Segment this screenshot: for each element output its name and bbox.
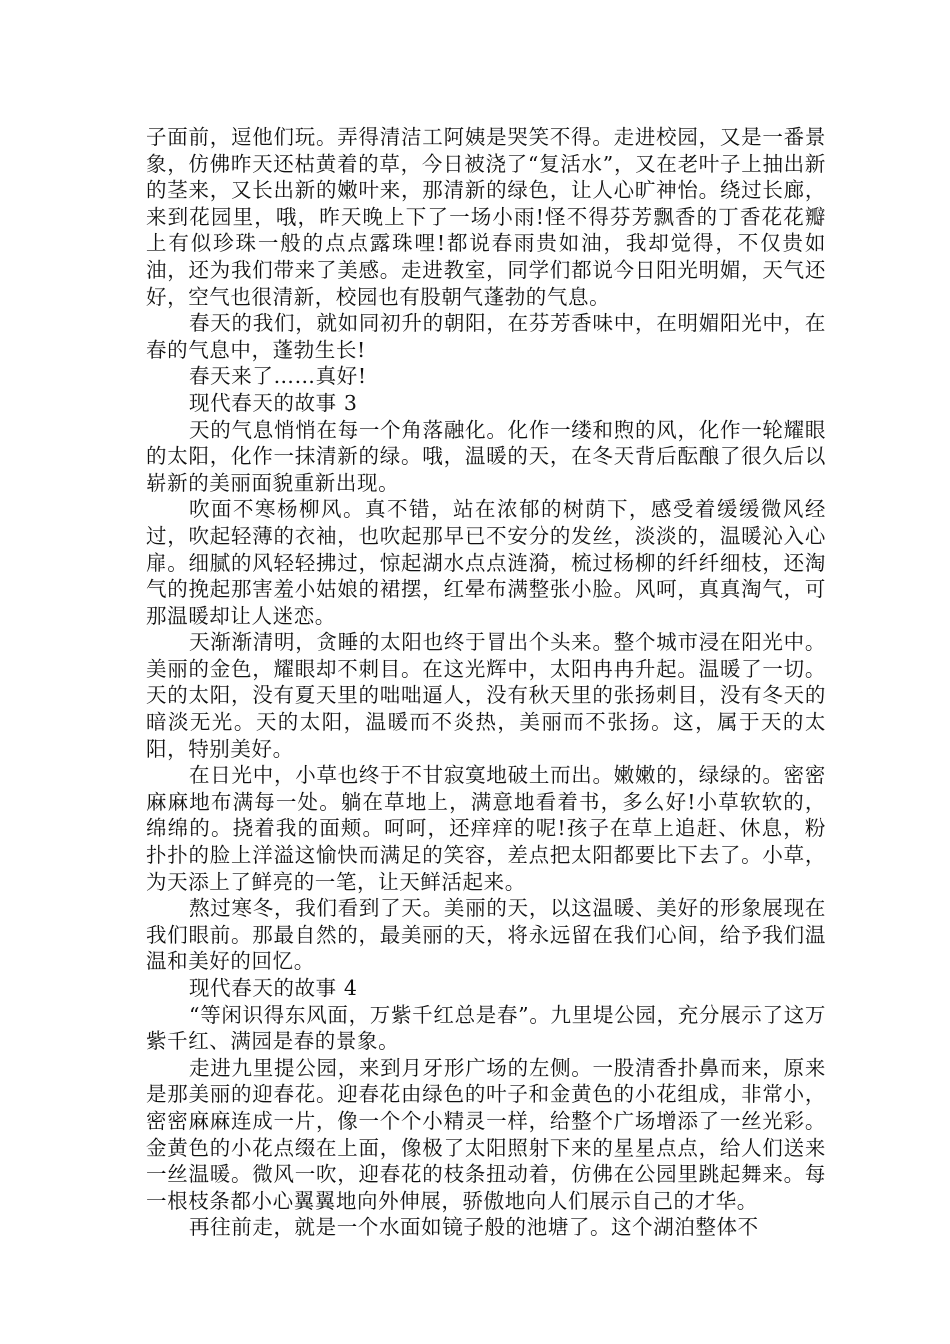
paragraph: 走进九里提公园，来到月牙形广场的左侧。一股清香扑鼻而来，原来是那美丽的迎春花。迎春花由绿色的叶子和金黄色的小花组成，非常小，密密麻麻连成一片，像一个个小精灵一样，给整个广场增添了一丝光彩。金黄色的小花点缀在上面，像极了太阳照射下来的星星点点，给人们送来一丝温暖。微风一吹，迎春花的枝条扭动着，仿佛在公园里跳起舞来。每一根枝条都小心翼翼地向外伸展，骄傲地向人们展示自己的才华。 [146, 1055, 826, 1213]
paragraph: 再往前走，就是一个水面如镜子般的池塘了。这个湖泊整体不 [189, 1215, 759, 1240]
section-heading: 现代春天的故事 4 [189, 976, 358, 1000]
paragraph: 在日光中，小草也终于不甘寂寞地破土而出。嫩嫩的，绿绿的。密密麻麻地布满每一处。躺在草地上，满意地看着书，多么好!小草软软的，绵绵的。挠着我的面颊。呵呵，还痒痒的呢!孩子在草上追赶、休息，粉扑扑的脸上洋溢这愉快而满足的笑容，差点把太阳都要比下去了。小草，为天添上了鲜亮的一笔，让天鲜活起来。 [146, 763, 826, 894]
paragraph: 吹面不寒杨柳风。真不错，站在浓郁的树荫下，感受着缓缓微风经过，吹起轻薄的衣袖，也吹起那早已不安分的发丝，淡淡的，温暖沁入心扉。细腻的风轻轻拂过，惊起湖水点点涟漪，梳过杨柳的纤纤细枝，还淘气的挽起那害羞小姑娘的裙摆，红晕布满整张小脸。风呵，真真淘气，可那温暖却让人迷恋。 [146, 497, 826, 628]
paragraph: 春天的我们，就如同初升的朝阳，在芬芳香味中，在明媚阳光中，在春的气息中，蓬勃生长! [146, 311, 826, 362]
document-body [146, 124, 826, 1241]
paragraph: 子面前，逗他们玩。弄得清洁工阿姨是哭笑不得。走进校园，又是一番景象，仿佛昨天还枯黄着的草，今日被浇了“复活水”，又在老叶子上抽出新的茎来，又长出新的嫩叶来，那清新的绿色，让人心旷神怡。绕过长廊，来到花园里，哦，昨天晚上下了一场小雨!怪不得芬芳飘香的丁香花花瓣上有似珍珠一般的点点露珠哩!都说春雨贵如油，我却觉得，不仅贵如油，还为我们带来了美感。走进教室，同学们都说今日阳光明媚，天气还好，空气也很清新，校园也有股朝气蓬勃的气息。 [146, 125, 826, 309]
paragraph: “等闲识得东风面，万紫千红总是春”。九里堤公园，充分展示了这万紫千红、满园是春的景象。 [146, 1002, 826, 1054]
section-heading: 现代春天的故事 3 [189, 390, 358, 415]
paragraph: 天渐渐清明，贪睡的太阳也终于冒出个头来。整个城市浸在阳光中。美丽的金色，耀眼却不刺目。在这光辉中，太阳冉冉升起。温暖了一切。天的太阳，没有夏天里的咄咄逼人，没有秋天里的张扬刺目，没有冬天的暗淡无光。天的太阳，温暖而不炎热，美丽而不张扬。这，属于天的太阳，特别美好。 [146, 630, 826, 761]
paragraph: 熬过寒冬，我们看到了天。美丽的天，以这温暖、美好的形象展现在我们眼前。那最自然的，最美丽的天，将永远留在我们心间，给予我们温温和美好的回忆。 [146, 896, 826, 974]
paragraph: 春天来了……真好! [189, 364, 367, 389]
paragraph: 天的气息悄悄在每一个角落融化。化作一缕和煦的风，化作一轮耀眼的太阳，化作一抹清新的绿。哦，温暖的天，在冬天背后酝酿了很久后以崭新的美丽面貌重新出现。 [146, 417, 826, 495]
